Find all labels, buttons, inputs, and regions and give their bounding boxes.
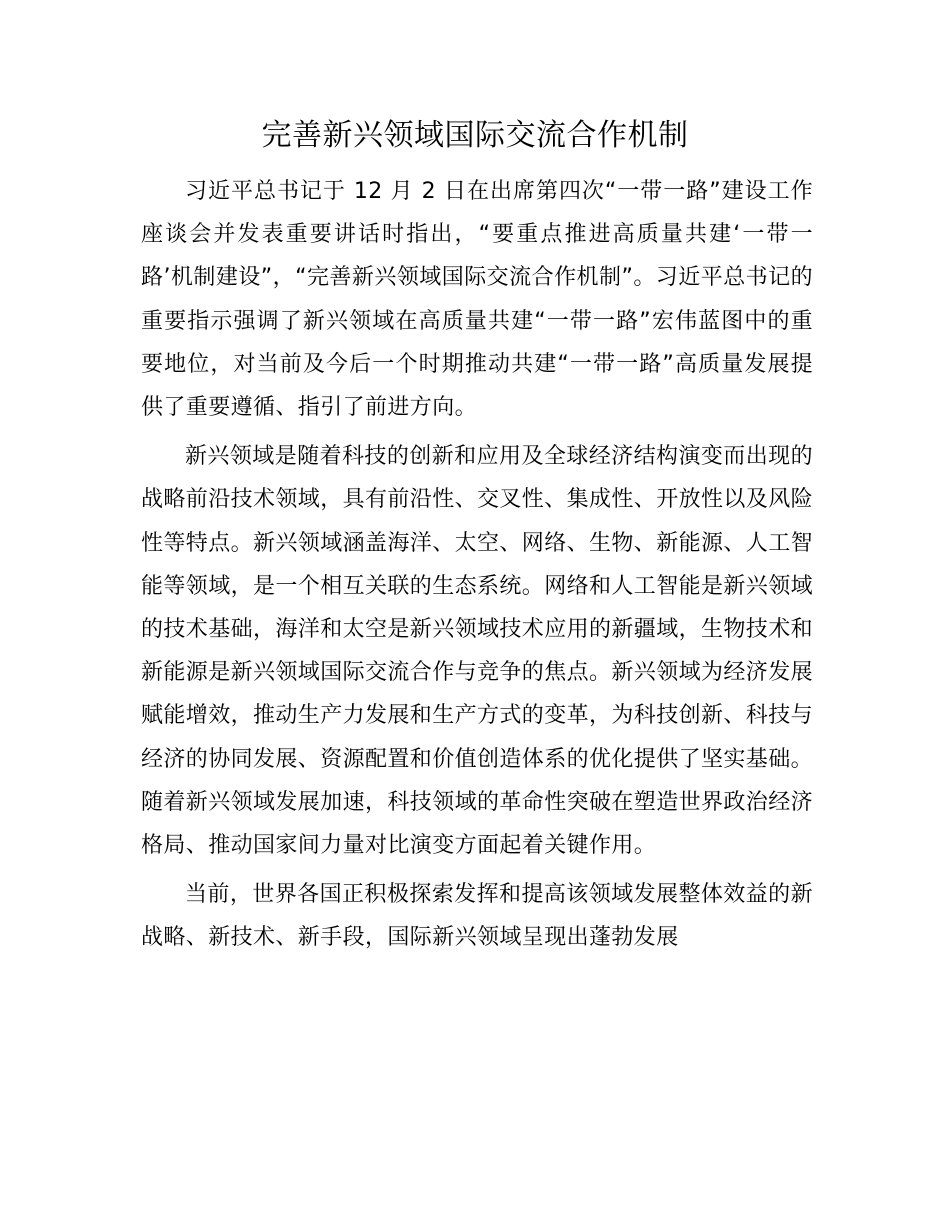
document-title: 完善新兴领域国际交流合作机制 [261,118,689,153]
paragraph: 新兴领域是随着科技的创新和应用及全球经济结构演变而出现的战略前沿技术领域，具有前沿性、交叉性、集成性、开放性以及风险性等特点。新兴领域涵盖海洋、太空、网络、生物、新能源、人工智能等领域，是一个相互关联的生态系统。网络和人工智能是新兴领域的技术基础，海洋和太空是新兴领域技术应用的新疆域，生物技术和新能源是新兴领域国际交流合作与竞争的焦点。新兴领域为经济发展赋能增效，推动生产力发展和生产方式的变革，为科技创新、科技与经济的协同发展、资源配置和价值创造体系的优化提供了坚实基础。随着新兴领域发展加速，科技领域的革命性突破在塑造世界政治经济格局、推动国家间力量对比演变方面起着关键作用。 [141,444,814,859]
document-body [141,170,813,966]
paragraph: 当前，世界各国正积极探索发挥和提高该领域发展整体效益的新战略、新技术、新手段，国际新兴领域呈现出蓬勃发展 [141,882,813,951]
paragraph: 习近平总书记于 12 月 2 日在出席第四次“一带一路”建设工作座谈会并发表重要讲话时指出，“要重点推进高质量共建‘一带一路’机制建设”，“完善新兴领域国际交流合作机制”。习近平总书记的重要指示强调了新兴领域在高质量共建“一带一路”宏伟蓝图中的重要地位，对当前及今后一个时期推动共建“一带一路”高质量发展提供了重要遵循、指引了前进方向。 [141,179,813,421]
